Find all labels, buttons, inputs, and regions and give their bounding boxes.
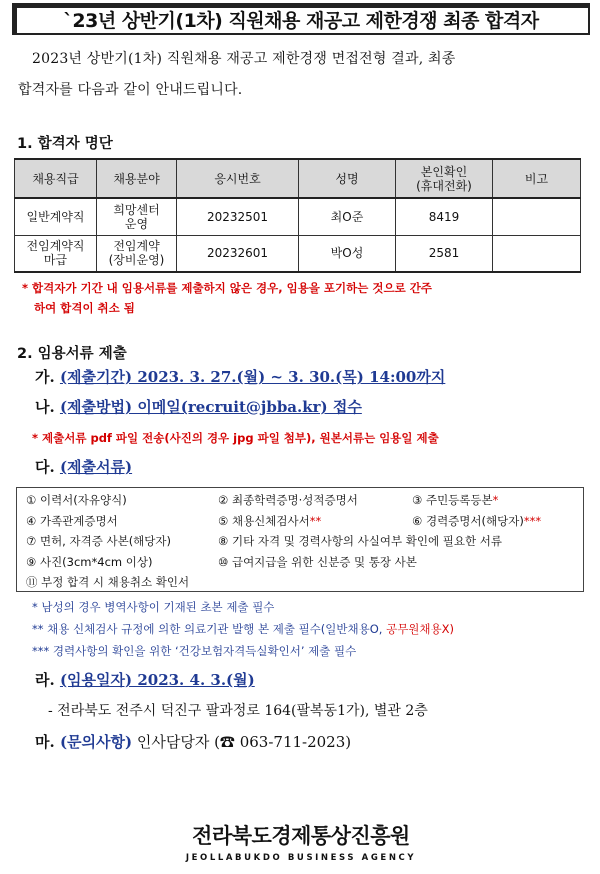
- table-row: [15, 198, 581, 235]
- doc-fraud-cancellation: ⑪ 부정 합격 시 채용취소 확인서: [26, 575, 190, 589]
- header-field: 채용분야: [97, 159, 177, 198]
- cell-grade: 일반계약직: [15, 198, 97, 235]
- header-applicant-number: 응시번호: [177, 159, 299, 198]
- footnote-health-check: [32, 618, 454, 640]
- cell-applicant-number: 20232501: [177, 198, 299, 235]
- required-documents-heading: [35, 456, 132, 477]
- inquiry-contact: 인사담당자 (☎ 063-711-2023): [132, 733, 352, 751]
- cell-remarks: [493, 198, 581, 235]
- section-2-heading: 2. 임용서류 제출: [17, 346, 127, 362]
- doc-career-certificate-label: ⑥ 경력증명서(해당자): [412, 513, 524, 528]
- doc-career-certificate-mark: ***: [523, 513, 542, 528]
- submission-method: [35, 396, 362, 417]
- header-grade: 채용직급: [15, 159, 97, 198]
- item-na-prefix: 나.: [35, 398, 60, 416]
- title-banner: [12, 3, 590, 35]
- inquiry-label: (문의사항): [59, 733, 133, 751]
- item-da-prefix: 다.: [35, 458, 60, 476]
- cell-name: 최O준: [299, 198, 396, 235]
- doc-id-bankbook: ⑩ 급여지급을 위한 신분증 및 통장 사본: [218, 554, 417, 569]
- doc-photo: ⑨ 사진(3cm*4cm 이상): [26, 554, 153, 569]
- list-item: [22, 531, 578, 552]
- cell-field: 전임계약 (장비운영): [97, 235, 177, 272]
- footnote-career: *** 경력사항의 확인을 위한 ‘건강보험자격득실확인서’ 제출 필수: [32, 644, 357, 658]
- header-remarks: 비고: [493, 159, 581, 198]
- page-title: `23년 상반기(1차) 직원채용 재공고 제한경쟁 최종 합격자: [63, 9, 539, 32]
- doc-family-relation: ④ 가족관계증명서: [26, 513, 118, 528]
- doc-resident-registration-label: ③ 주민등록등본: [412, 493, 493, 507]
- doc-resume: ① 이력서(자유양식): [26, 493, 127, 507]
- appointment-date: [35, 669, 255, 690]
- header-phone-check: 본인확인 (휴대전화): [396, 159, 493, 198]
- list-item: [22, 511, 578, 532]
- cell-grade: 전임계약직 마급: [15, 235, 97, 272]
- doc-resident-registration: [412, 492, 498, 508]
- doc-health-check: [218, 513, 321, 529]
- footnote-health-check-text: ** 채용 신체검사 규정에 의한 의료기관 발행 본 제출 필수(일반채용O,: [32, 622, 387, 636]
- cancellation-note: [22, 278, 432, 318]
- cancellation-note-line-2: 하여 합격이 취소 됨: [34, 301, 135, 315]
- list-item: [22, 552, 578, 573]
- doc-license-copy: ⑦ 면허, 자격증 사본(해당자): [26, 534, 171, 548]
- cell-remarks: [493, 235, 581, 272]
- cell-phone-check: 2581: [396, 235, 493, 272]
- intro-line-2: 합격자를 다음과 같이 안내드립니다.: [18, 82, 243, 98]
- table-header-row: [15, 159, 581, 198]
- section-1-heading: 1. 합격자 명단: [17, 136, 113, 152]
- doc-health-check-mark: **: [309, 513, 322, 528]
- footnote-military: * 남성의 경우 병역사항이 기재된 초본 제출 필수: [32, 600, 275, 614]
- list-item: [22, 490, 578, 511]
- submission-period: [35, 366, 445, 387]
- cell-applicant-number: 20232601: [177, 235, 299, 272]
- item-ga-prefix: 가.: [35, 368, 60, 386]
- header-name: 성명: [299, 159, 396, 198]
- pdf-note: * 제출서류 pdf 파일 전송(사진의 경우 jpg 파일 첨부), 원본서류는 임용일 제출: [32, 431, 439, 445]
- cell-phone-check: 8419: [396, 198, 493, 235]
- required-documents-text: (제출서류): [59, 458, 133, 476]
- item-ma-prefix: 마.: [35, 733, 60, 751]
- appointment-date-text: (임용일자) 2023. 4. 3.(월): [59, 671, 255, 689]
- winners-table: [14, 158, 581, 273]
- item-ra-prefix: 라.: [35, 671, 60, 689]
- doc-health-check-label: ⑤ 채용신체검사서: [218, 513, 310, 528]
- intro-line-1: 2023년 상반기(1차) 직원채용 재공고 제한경쟁 면접전형 결과, 최종: [32, 51, 456, 67]
- submission-period-text: (제출기간) 2023. 3. 27.(월) ~ 3. 30.(목) 14:00까지: [59, 368, 446, 386]
- footnote-health-check-red: 공무원채용X): [386, 622, 455, 636]
- doc-transcript: ② 최종학력증명·성적증명서: [218, 493, 358, 507]
- doc-other-qualifications: ⑧ 기타 자격 및 경력사항의 사실여부 확인에 필요한 서류: [218, 534, 502, 548]
- table-row: [15, 235, 581, 272]
- logo-korean: 전라북도경제통상진흥원: [192, 824, 410, 848]
- document-footnotes: [32, 596, 454, 662]
- doc-resident-registration-mark: *: [492, 493, 499, 507]
- list-item: [22, 572, 578, 593]
- documents-list-box: [16, 487, 584, 592]
- cell-name: 박O성: [299, 235, 396, 272]
- logo-english: JEOLLABUKDO BUSINESS AGENCY: [185, 853, 417, 863]
- agency-logo: [178, 820, 424, 863]
- cell-field: 희망센터 운영: [97, 198, 177, 235]
- submission-method-text: (제출방법) 이메일(recruit@jbba.kr) 접수: [59, 398, 362, 416]
- cancellation-note-line-1: * 합격자가 기간 내 임용서류를 제출하지 않은 경우, 임용을 포기하는 것으로 간주: [22, 281, 432, 295]
- inquiry-line: [35, 731, 351, 752]
- intro-paragraph: [18, 44, 584, 106]
- office-address: - 전라북도 전주시 덕진구 팔과정로 164(팔복동1가), 별관 2층: [48, 703, 428, 719]
- doc-career-certificate: [412, 513, 541, 529]
